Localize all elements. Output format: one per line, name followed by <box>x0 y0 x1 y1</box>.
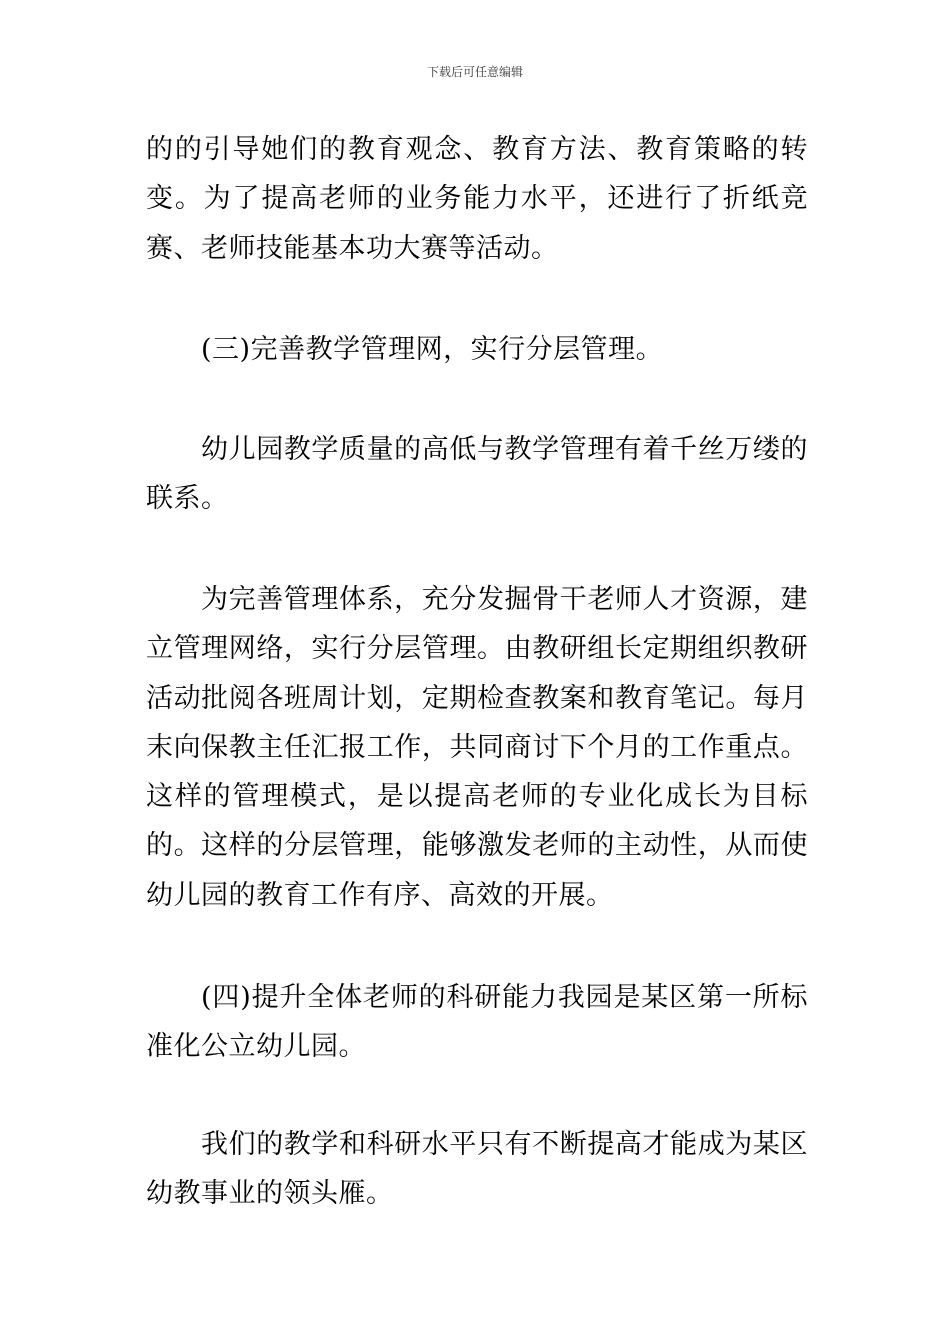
body-paragraph: 的的引导她们的教育观念、教育方法、教育策略的转变。为了提高老师的业务能力水平，还进行了折纸竞赛、老师技能基本功大赛等活动。 <box>146 134 808 264</box>
body-paragraph: 幼儿园教学质量的高低与教学管理有着千丝万缕的联系。 <box>146 434 808 515</box>
body-paragraph: 为完善管理体系，充分发掘骨干老师人才资源，建立管理网络，实行分层管理。由教研组长定期组织教研活动批阅各班周计划，定期检查教案和教育笔记。每月末向保教主任汇报工作，共同商讨下个月的工作重点。这样的管理模式，是以提高老师的专业化成长为目标的。这样的分层管理，能够激发老师的主动性，从而使幼儿园的教育工作有序、高效的开展。 <box>146 584 808 911</box>
body-paragraph: 我们的教学和科研水平只有不断提高才能成为某区幼教事业的领头雁。 <box>146 1129 808 1210</box>
section-heading: (三)完善教学管理网，实行分层管理。 <box>201 334 664 365</box>
page-header: 下载后可任意编辑 <box>426 65 523 79</box>
section-heading: (四)提升全体老师的科研能力我园是某区第一所标准化公立幼儿园。 <box>146 982 808 1063</box>
